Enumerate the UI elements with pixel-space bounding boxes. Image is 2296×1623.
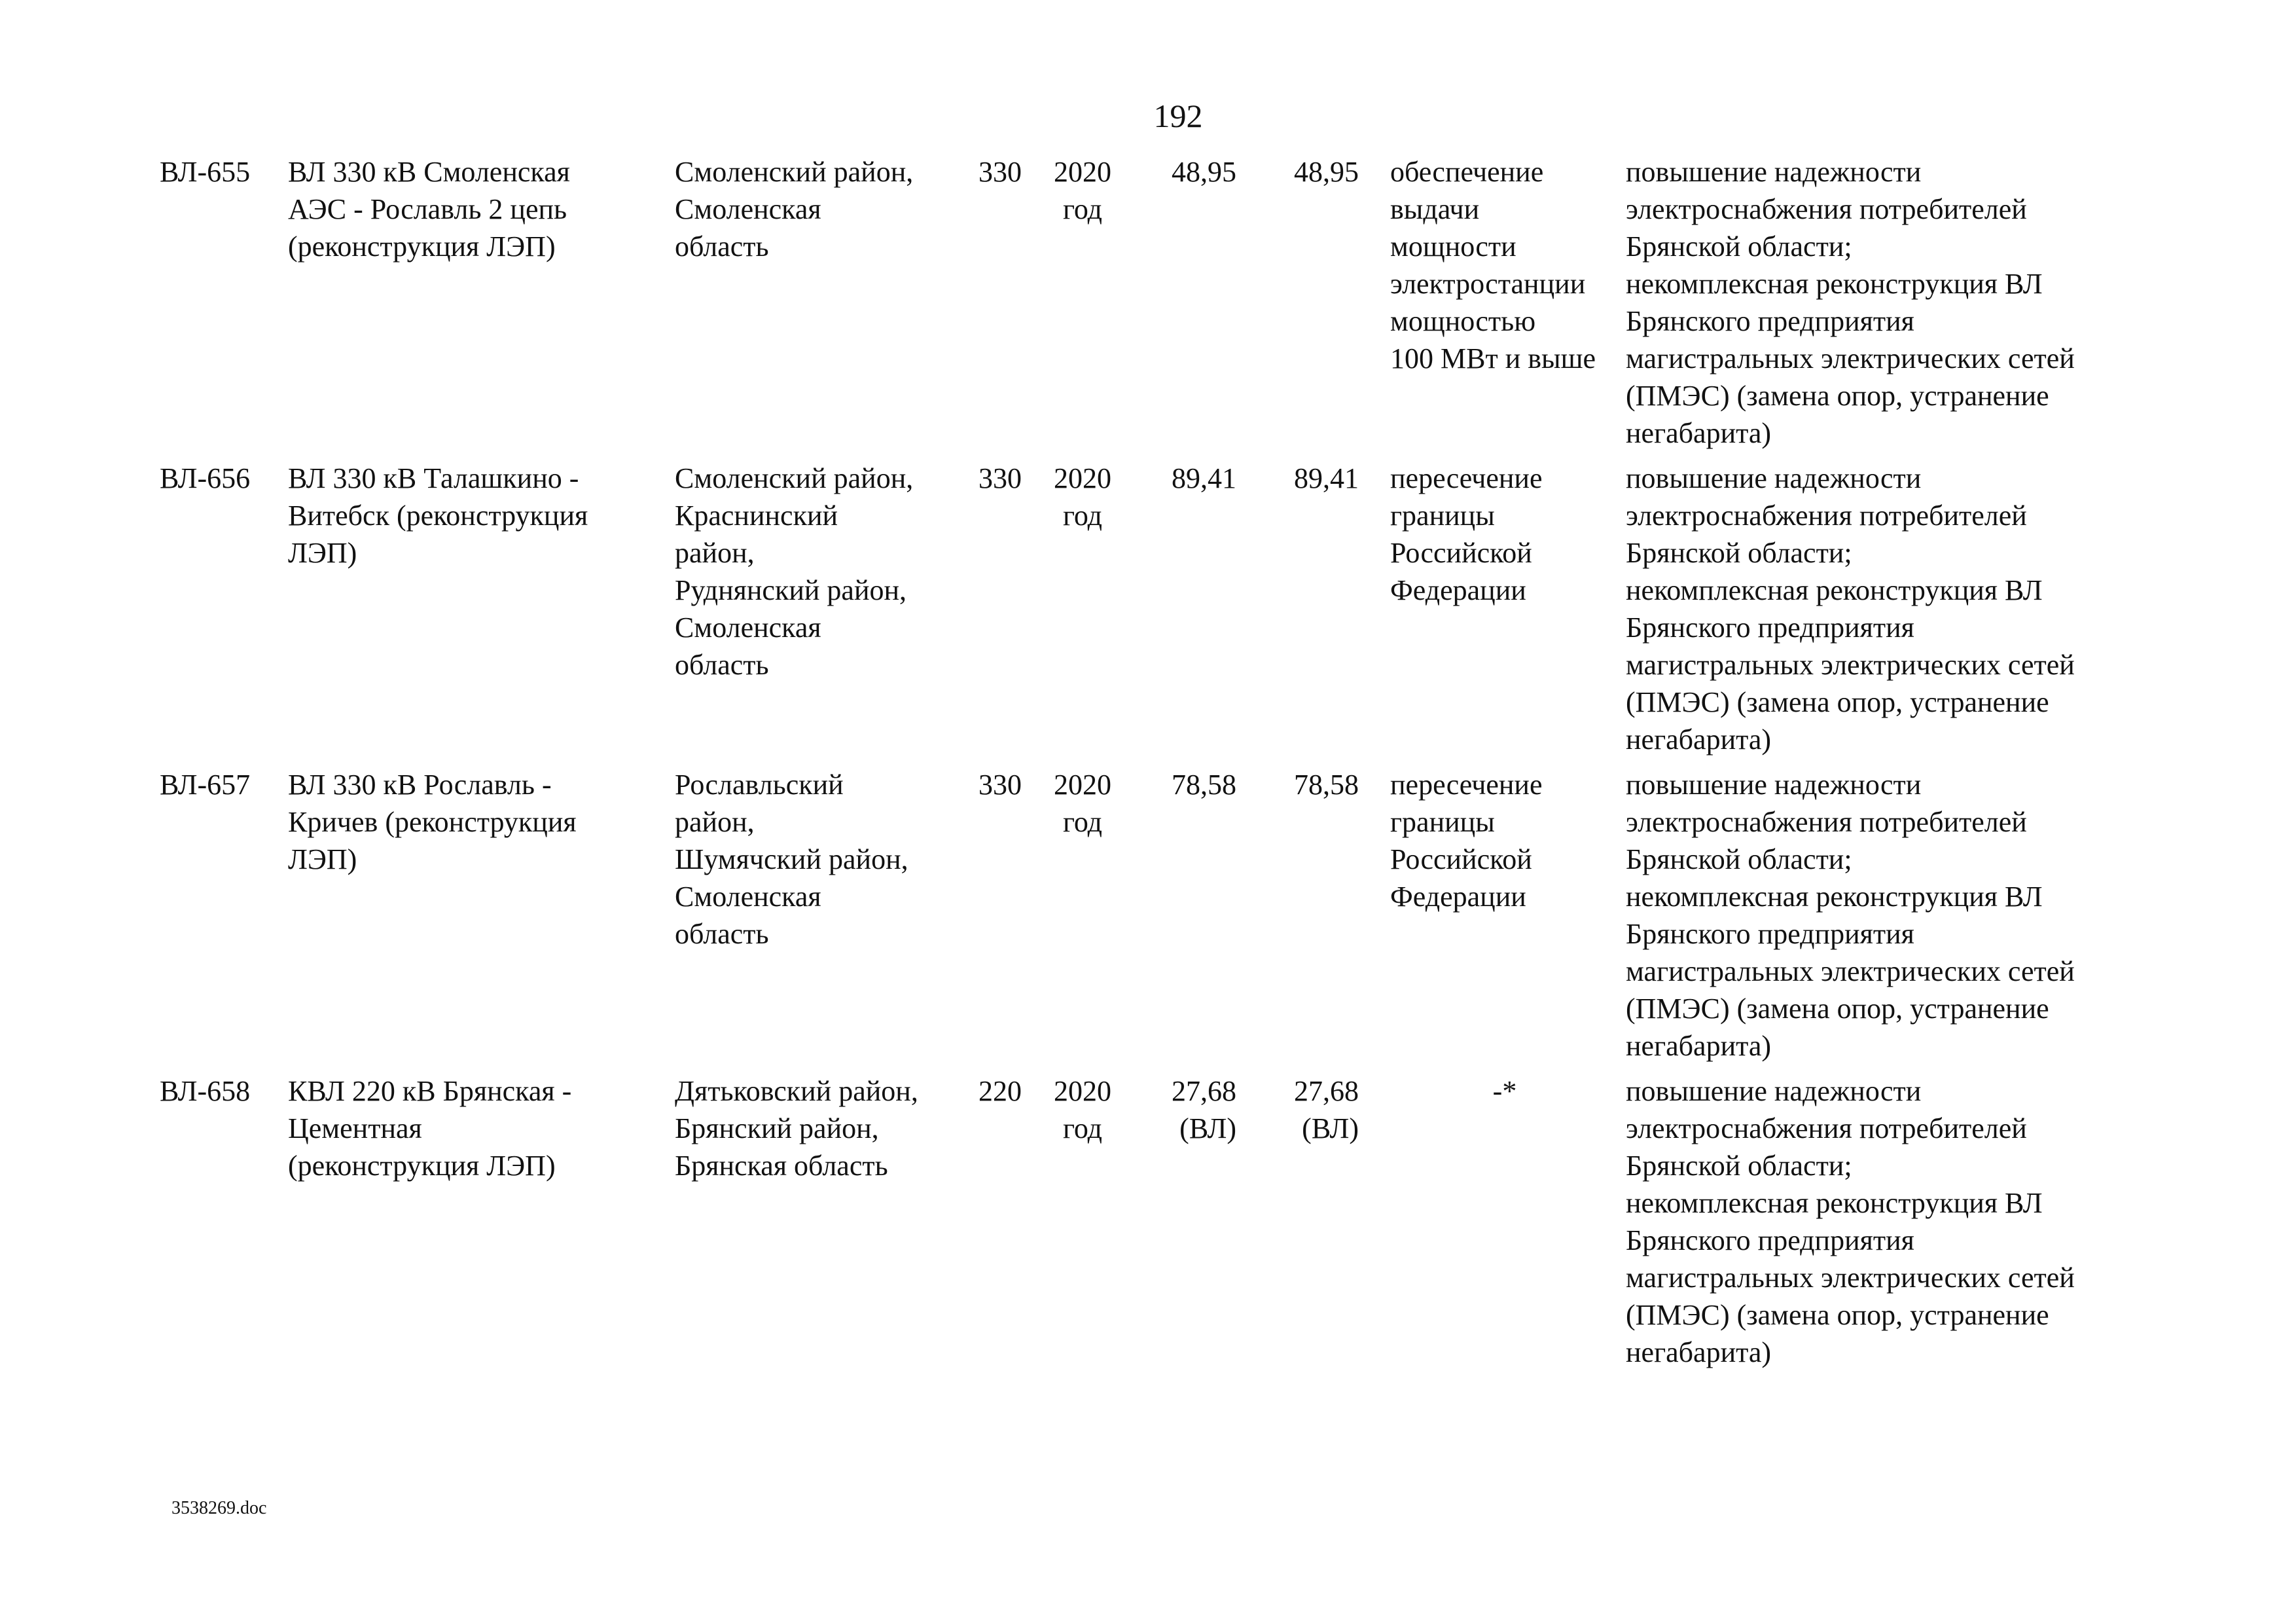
line-location: Рославльский район, Шумячский район, Смоленская область [675,769,908,950]
line-purpose: -* [1492,1075,1517,1107]
line-purpose: пересечение границы Российской Федерации [1390,462,1543,606]
page-number: 192 [1153,98,1203,134]
line-length-2: 48,95 [1294,156,1359,188]
line-location: Смоленский район, Краснинский район, Руднянский район, Смоленская область [675,462,914,681]
line-voltage: 330 [978,769,1022,801]
line-name: ВЛ 330 кВ Рославль - Кричев (реконструкция ЛЭП) [288,769,577,875]
line-reason: повышение надежности электроснабжения потребителей Брянской области; некомплексная реконструкция ВЛ Брянского предприятия магистральных электрических сетей (ПМЭС) (замена опор, устранение негабарита) [1626,1075,2075,1368]
table-row [160,1072,2189,1379]
line-reason: повышение надежности электроснабжения потребителей Брянской области; некомплексная реконструкция ВЛ Брянского предприятия магистральных электрических сетей (ПМЭС) (замена опор, устранение негабарита) [1626,769,2075,1062]
line-purpose: пересечение границы Российской Федерации [1390,769,1543,913]
line-code: ВЛ-657 [160,769,251,801]
power-lines-table [160,153,2189,1379]
line-name: ВЛ 330 кВ Талашкино - Витебск (реконструкция ЛЭП) [288,462,588,569]
line-code: ВЛ-658 [160,1075,251,1107]
line-length-2: 78,58 [1294,769,1359,801]
line-length-2: 27,68 (ВЛ) [1294,1075,1359,1144]
line-length-1: 27,68 (ВЛ) [1172,1075,1236,1144]
table-row [160,766,2189,1072]
line-reason: повышение надежности электроснабжения потребителей Брянской области; некомплексная реконструкция ВЛ Брянского предприятия магистральных электрических сетей (ПМЭС) (замена опор, устранение негабарита) [1626,462,2075,756]
line-voltage: 330 [978,462,1022,494]
line-code: ВЛ-656 [160,462,251,494]
line-length-1: 89,41 [1172,462,1236,494]
line-length-1: 78,58 [1172,769,1236,801]
line-code: ВЛ-655 [160,156,251,188]
line-year: 2020 год [1054,1075,1111,1144]
line-year: 2020 год [1054,156,1111,225]
line-location: Смоленский район, Смоленская область [675,156,914,263]
line-length-2: 89,41 [1294,462,1359,494]
line-year: 2020 год [1054,769,1111,838]
table-row [160,153,2189,460]
footer-file-name: 3538269.doc [171,1498,267,1518]
line-purpose: обеспечение выдачи мощности электростанции мощностью 100 МВт и выше [1390,156,1596,374]
line-location: Дятьковский район, Брянский район, Брянская область [675,1075,918,1182]
line-length-1: 48,95 [1172,156,1236,188]
line-name: КВЛ 220 кВ Брянская - Цементная (реконструкция ЛЭП) [288,1075,572,1182]
line-year: 2020 год [1054,462,1111,532]
table-row [160,460,2189,766]
line-voltage: 330 [978,156,1022,188]
line-name: ВЛ 330 кВ Смоленская АЭС - Рославль 2 цепь (реконструкция ЛЭП) [288,156,570,263]
line-reason: повышение надежности электроснабжения потребителей Брянской области; некомплексная реконструкция ВЛ Брянского предприятия магистральных электрических сетей (ПМЭС) (замена опор, устранение негабарита) [1626,156,2075,449]
line-voltage: 220 [978,1075,1022,1107]
